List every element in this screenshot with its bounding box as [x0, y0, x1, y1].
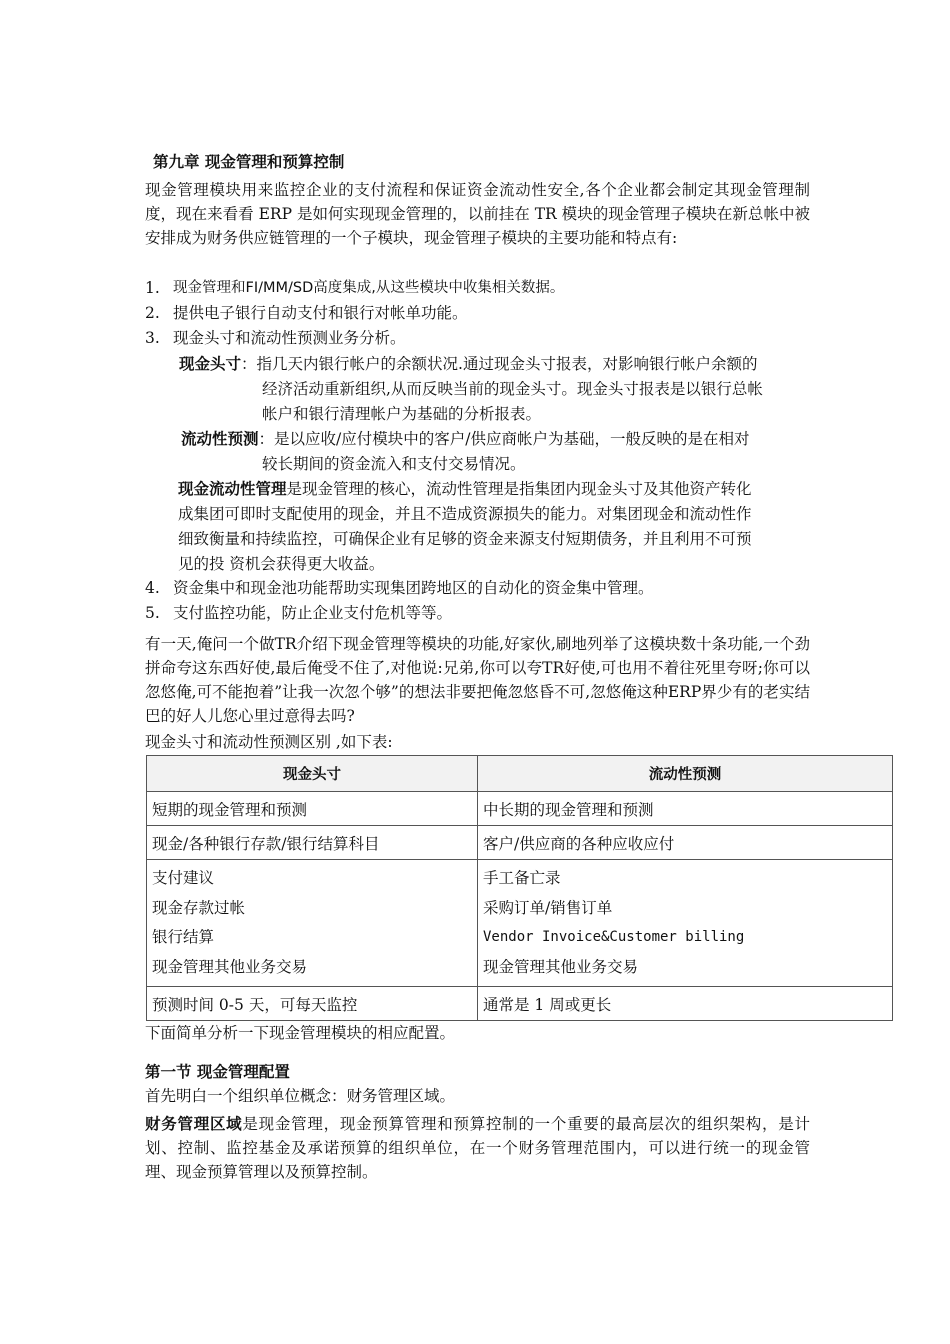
table-cell: 中长期的现金管理和预测	[478, 792, 893, 826]
table-cell: 预测时间 0-5 天，可每天监控	[147, 987, 478, 1021]
table-cell-line: Vendor Invoice&Customer billing	[483, 929, 745, 945]
section-intro: 首先明白一个组织单位概念：财务管理区域。	[145, 1087, 456, 1105]
intro-paragraph: 现金管理模块用来监控企业的支付流程和保证资金流动性安全,各个企业都会制定其现金管理制度，现在来看看 ERP 是如何实现现金管理的，以前挂在 TR 模块的现金管理子模块在新总帐中被安排成为财务供应链管理的一个子模块，现金管理子模块的主要功能和特点有:	[145, 181, 810, 247]
fma-label: 财务管理区域	[145, 1115, 243, 1133]
feature-5-text: 支付监控功能，防止企业支付危机等等。	[173, 604, 453, 622]
feature-4-text: 资金集中和现金池功能帮助实现集团跨地区的自动化的资金集中管理。	[173, 579, 654, 597]
liquidity-forecast-line2: 较长期间的资金流入和支付交易情况。	[262, 455, 526, 473]
table-cell-line: 支付建议	[152, 869, 215, 887]
table-header-cash-position: 现金头寸	[147, 756, 478, 792]
table-cell-line: 银行结算	[152, 928, 215, 946]
story-paragraph: 有一天,俺问一个做TR介绍下现金管理等模块的功能,好家伙,刷地列举了这模块数十条功能,一个劲拼命夸这东西好使,最后俺受不住了,对他说:兄弟,你可以夸TR好使,可也用不着往死里夸呀;你可以忽悠俺,可不能抱着”让我一次忽个够”的想法非要把俺忽悠昏不可,忽悠俺这种ERP界少有的老实结巴的好人儿您心里过意得去吗?	[145, 635, 810, 725]
table-header-liquidity-forecast: 流动性预测	[478, 756, 893, 792]
section-title: 第一节 现金管理配置	[145, 1063, 290, 1081]
table-cell	[478, 860, 893, 987]
table-header-row	[147, 756, 893, 792]
cash-liquidity-line1: 现金流动性管理是现金管理的核心，流动性管理是指集团内现金头寸及其他资产转化	[178, 480, 752, 498]
feature-3-text: 现金头寸和流动性预测业务分析。	[173, 329, 406, 347]
table-cell: 通常是 1 周或更长	[478, 987, 893, 1021]
table-cell-line: 手工备亡录	[483, 869, 561, 887]
feature-1-num: 1.	[145, 279, 160, 297]
table-row	[147, 987, 893, 1021]
cash-position-label: 现金头寸	[179, 355, 242, 373]
cash-position-line2: 经济活动重新组织,从而反映当前的现金头寸。现金头寸报表是以银行总帐	[262, 380, 763, 398]
cash-liquidity-label: 现金流动性管理	[178, 480, 287, 498]
liquidity-forecast-label: 流动性预测	[181, 430, 259, 448]
fma-paragraph	[145, 1112, 810, 1184]
comparison-table	[146, 755, 893, 1021]
feature-2-text: 提供电子银行自动支付和银行对帐单功能。	[173, 304, 468, 322]
table-cell	[147, 860, 478, 987]
cash-position-line3: 帐户和银行清理帐户为基础的分析报表。	[262, 405, 542, 423]
chapter-title: 第九章 现金管理和预算控制	[153, 153, 345, 171]
fma-text: 是现金管理，现金预算管理和预算控制的一个重要的最高层次的组织架构，是计划、控制、监控基金及承诺预算的组织单位，在一个财务管理范围内，可以进行统一的现金管理、现金预算管理以及预算控制。	[145, 1115, 810, 1181]
table-cell-line: 采购订单/销售订单	[483, 898, 613, 917]
table-row	[147, 826, 893, 860]
table-cell-line: 现金管理其他业务交易	[152, 957, 308, 976]
table-cell: 现金/各种银行存款/银行结算科目	[147, 826, 478, 860]
feature-5-num: 5.	[145, 604, 160, 622]
table-row	[147, 860, 893, 987]
cash-liquidity-line4: 见的投 资机会获得更大收益。	[178, 555, 385, 573]
cash-liquidity-line3: 细致衡量和持续监控，可确保企业有足够的资金来源支付短期债务，并且利用不可预	[178, 530, 752, 548]
cash-liquidity-line2: 成集团可即时支配使用的现金，并且不造成资源损失的能力。对集团现金和流动性作	[178, 505, 752, 523]
feature-1-text: 现金管理和FI/MM/SD高度集成,从这些模块中收集相关数据。	[173, 280, 565, 296]
table-cell: 短期的现金管理和预测	[147, 792, 478, 826]
liquidity-forecast-line1: 流动性预测：是以应收/应付模块中的客户/供应商帐户为基础，一般反映的是在相对	[181, 430, 750, 448]
feature-4-num: 4.	[145, 579, 160, 597]
table-row	[147, 792, 893, 826]
feature-3-num: 3.	[145, 329, 160, 347]
table-caption: 现金头寸和流动性预测区别 ,如下表:	[145, 733, 393, 751]
feature-2-num: 2.	[145, 304, 160, 322]
table-cell-line: 现金存款过帐	[152, 898, 246, 917]
table-cell-line: 现金管理其他业务交易	[483, 957, 639, 976]
cash-position-line1: 现金头寸：指几天内银行帐户的余额状况.通过现金头寸报表，对影响银行帐户余额的	[179, 355, 758, 373]
table-after-text: 下面简单分析一下现金管理模块的相应配置。	[145, 1024, 456, 1042]
table-cell: 客户/供应商的各种应收应付	[478, 826, 893, 860]
